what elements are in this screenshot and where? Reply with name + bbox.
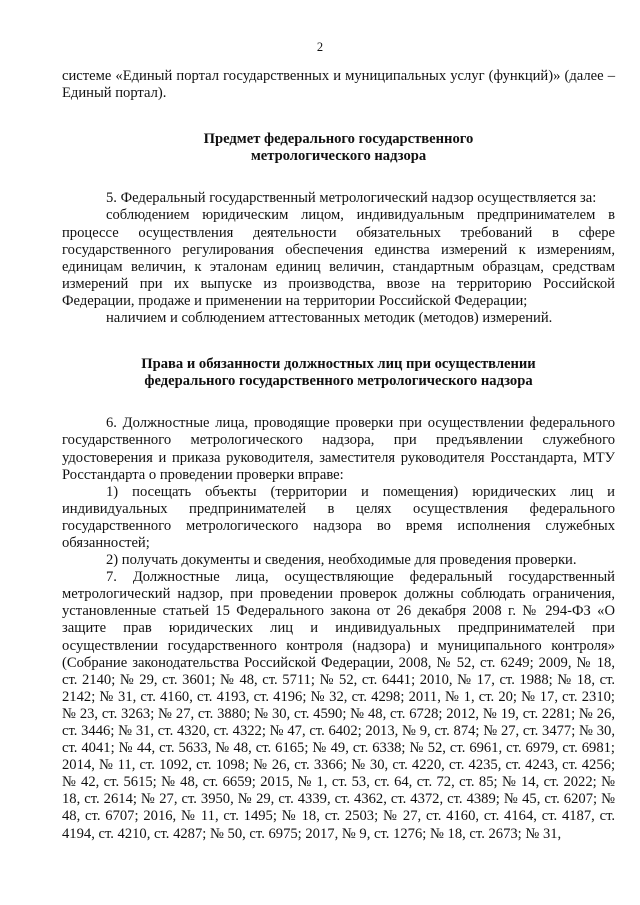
section-heading-line: Предмет федерального государственного xyxy=(203,131,474,148)
spacer xyxy=(62,165,615,190)
intro-paragraph: системе «Единый портал государственных и муниципальных услуг (функций)» (далее – Единый портал). xyxy=(62,68,615,102)
paragraph-5: 5. Федеральный государственный метрологический надзор осуществляется за: xyxy=(106,190,597,207)
section-heading-rights xyxy=(62,356,615,390)
page-number: 2 xyxy=(316,40,324,54)
section-heading-line: федерального государственного метрологического надзора xyxy=(144,373,533,390)
paragraph-6: 6. Должностные лица, проводящие проверки при осуществлении федерального государственного метрологического надзора, при предъявлении служебного удостоверения и приказа руководителя, заместителя руководителя Росстандарта, МТУ Росстандарта о проведении проверки вправе: xyxy=(62,415,615,483)
paragraph-6-item-2: 2) получать документы и сведения, необходимые для проведения проверки. xyxy=(106,552,577,569)
spacer xyxy=(62,390,615,415)
document-body xyxy=(62,68,615,843)
section-heading-subject xyxy=(62,131,615,165)
paragraph-5-item-compliance: соблюдением юридическим лицом, индивидуальным предпринимателем в процессе осуществления деятельности обязательных требований в сфере государственного регулирования обеспечения единства измерений к измерениям, единицам величин, к эталонам единиц величин, стандартным образцам, средствам измерений при их выпуске из производства, ввозе на территорию Российской Федерации, продаже и применении на территории Российской Федерации; xyxy=(62,207,615,309)
paragraph-5-item-methods: наличием и соблюдением аттестованных методик (методов) измерений. xyxy=(106,310,553,327)
paragraph-7: 7. Должностные лица, осуществляющие федеральный государственный метрологический надзор, при проведении проверок должны соблюдать ограничения, установленные статьей 15 Федерального закона от 26 декабря 2008 г. № 294-ФЗ «О защите прав юридических лиц и индивидуальных предпринимателей при осуществлении государственного контроля (надзора) и муниципального контроля» (Собрание законодательства Российской Федерации, 2008, № 52, ст. 6249; 2009, № 18, ст. 2140; № 29, ст. 3601; № 48, ст. 5711; № 52, ст. 6441; 2010, № 17, ст. 1988; № 18, ст. 2142; № 31, ст. 4160, ст. 4193, ст. 4196; № 32, ст. 4298; 2011, № 1, ст. 20; № 17, ст. 2310; № 23, ст. 3263; № 27, ст. 3880; № 30, ст. 4590; № 48, ст. 6728; 2012, № 19, ст. 2281; № 26, ст. 3446; № 31, ст. 4320, ст. 4322; № 47, ст. 6402; 2013, № 9, ст. 874; № 27, ст. 3477; № 30, ст. 4041; № 44, ст. 5633, № 48, ст. 6165; № 49, ст. 6338; № 52, ст. 6961, ст. 6979, ст. 6981; 2014, № 11, ст. 1092, ст. 1098; № 26, ст. 3366; № 30, ст. 4220, ст. 4235, ст. 4243, ст. 4256; № 42, ст. 5615; № 48, ст. 6659; 2015, № 1, ст. 53, ст. 64, ст. 72, ст. 85; № 14, ст. 2022; № 18, ст. 2614; № 27, ст. 3950, № 29, ст. 4339, ст. 4362, ст. 4372, ст. 4389; № 45, ст. 6207; № 48, ст. 6707; 2016, № 11, ст. 1495; № 18, ст. 2503; № 27, ст. 4160, ст. 4164, ст. 4187, ст. 4194, ст. 4210, ст. 4287; № 50, ст. 6975; 2017, № 9, ст. 1276; № 18, ст. 2673; № 31, xyxy=(62,569,615,842)
spacer xyxy=(62,102,615,131)
spacer xyxy=(62,327,615,356)
section-heading-line: Права и обязанности должностных лиц при осуществлении xyxy=(141,356,536,373)
section-heading-line: метрологического надзора xyxy=(250,148,427,165)
paragraph-6-item-1: 1) посещать объекты (территории и помещения) юридических лиц и индивидуальных предпринимателей в целях осуществления федерального государственного метрологического надзора во время исполнения служебных обязанностей; xyxy=(62,483,615,551)
